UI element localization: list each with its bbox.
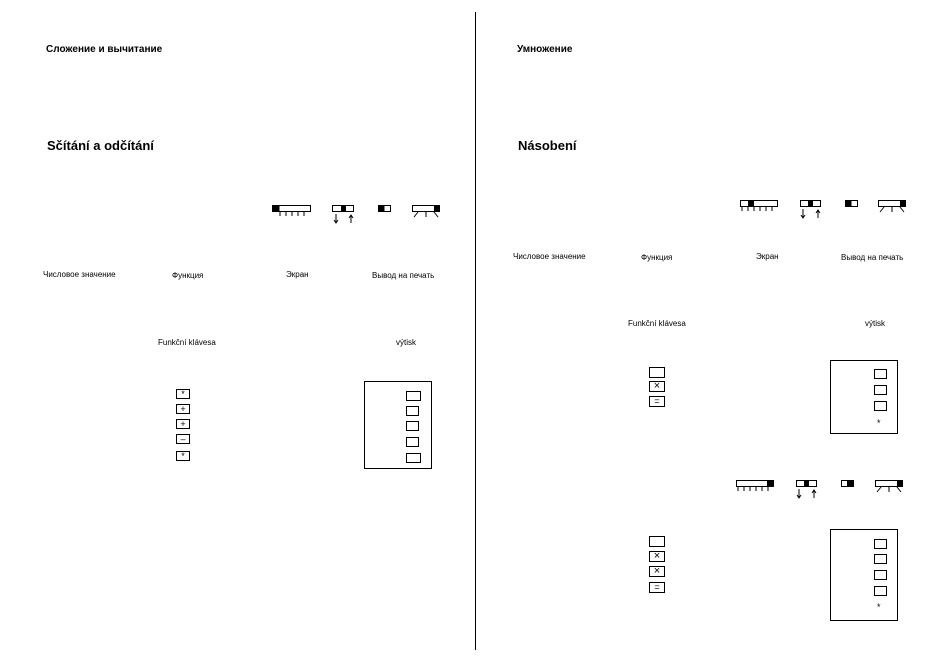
decimal-selector-icon bbox=[736, 480, 778, 494]
key-total: * bbox=[176, 451, 190, 461]
right-col-function: Функция bbox=[641, 253, 673, 262]
key-value-entry bbox=[649, 536, 665, 547]
item-count-switch-icon bbox=[845, 200, 859, 210]
printout-total-symbol: * bbox=[877, 602, 881, 612]
right-sub-function-key: Funkční klávesa bbox=[628, 319, 686, 328]
printout-line bbox=[874, 369, 887, 379]
page-divider bbox=[475, 12, 476, 650]
printout-line bbox=[406, 453, 421, 463]
printout-line bbox=[406, 437, 419, 447]
printout-paper bbox=[830, 529, 898, 621]
right-col-screen: Экран bbox=[756, 252, 779, 261]
key-multiply: × bbox=[649, 381, 665, 392]
printout-line bbox=[406, 391, 421, 401]
rounding-switch-icon bbox=[332, 205, 356, 227]
right-title-ru: Умножение bbox=[517, 44, 573, 55]
item-count-switch-icon bbox=[841, 480, 855, 490]
left-title-cs: Sčítání a odčítání bbox=[47, 138, 154, 153]
printout-line bbox=[874, 570, 887, 580]
right-sub-printout: výtisk bbox=[865, 319, 885, 328]
key-minus: – bbox=[176, 434, 190, 444]
key-equals: = bbox=[649, 582, 665, 593]
key-plus: + bbox=[176, 419, 190, 429]
left-sub-printout: výtisk bbox=[396, 338, 416, 347]
key-total: * bbox=[176, 389, 190, 399]
printout-total-symbol: * bbox=[877, 418, 881, 428]
item-count-switch-icon bbox=[378, 205, 392, 215]
key-multiply: × bbox=[649, 551, 665, 562]
left-sub-function-key: Funkční klávesa bbox=[158, 338, 216, 347]
print-mode-switch-icon bbox=[878, 200, 908, 214]
left-title-ru: Сложение и вычитание bbox=[46, 44, 163, 55]
right-title-cs: Násobení bbox=[518, 138, 577, 153]
printout-line bbox=[406, 406, 419, 416]
left-col-print: Вывод на печать bbox=[372, 271, 435, 280]
left-col-screen: Экран bbox=[286, 270, 309, 279]
printout-line bbox=[874, 586, 887, 596]
printout-paper bbox=[364, 381, 432, 469]
key-plus: + bbox=[176, 404, 190, 414]
printout-paper bbox=[830, 360, 898, 434]
printout-line bbox=[874, 539, 887, 549]
print-mode-switch-icon bbox=[412, 205, 442, 219]
rounding-switch-icon bbox=[800, 200, 824, 222]
key-value-entry bbox=[649, 367, 665, 378]
right-col-print: Вывод на печать bbox=[841, 253, 904, 262]
printout-line bbox=[874, 401, 887, 411]
left-col-value: Числовое значение bbox=[43, 270, 116, 279]
rounding-switch-icon bbox=[796, 480, 820, 502]
left-col-function: Функция bbox=[172, 271, 204, 280]
decimal-selector-icon bbox=[272, 205, 314, 219]
key-multiply: × bbox=[649, 566, 665, 577]
print-mode-switch-icon bbox=[875, 480, 905, 494]
printout-line bbox=[874, 385, 887, 395]
key-equals: = bbox=[649, 396, 665, 407]
printout-line bbox=[406, 421, 419, 431]
decimal-selector-icon bbox=[740, 200, 782, 214]
right-col-value: Числовое значение bbox=[513, 252, 586, 261]
printout-line bbox=[874, 554, 887, 564]
